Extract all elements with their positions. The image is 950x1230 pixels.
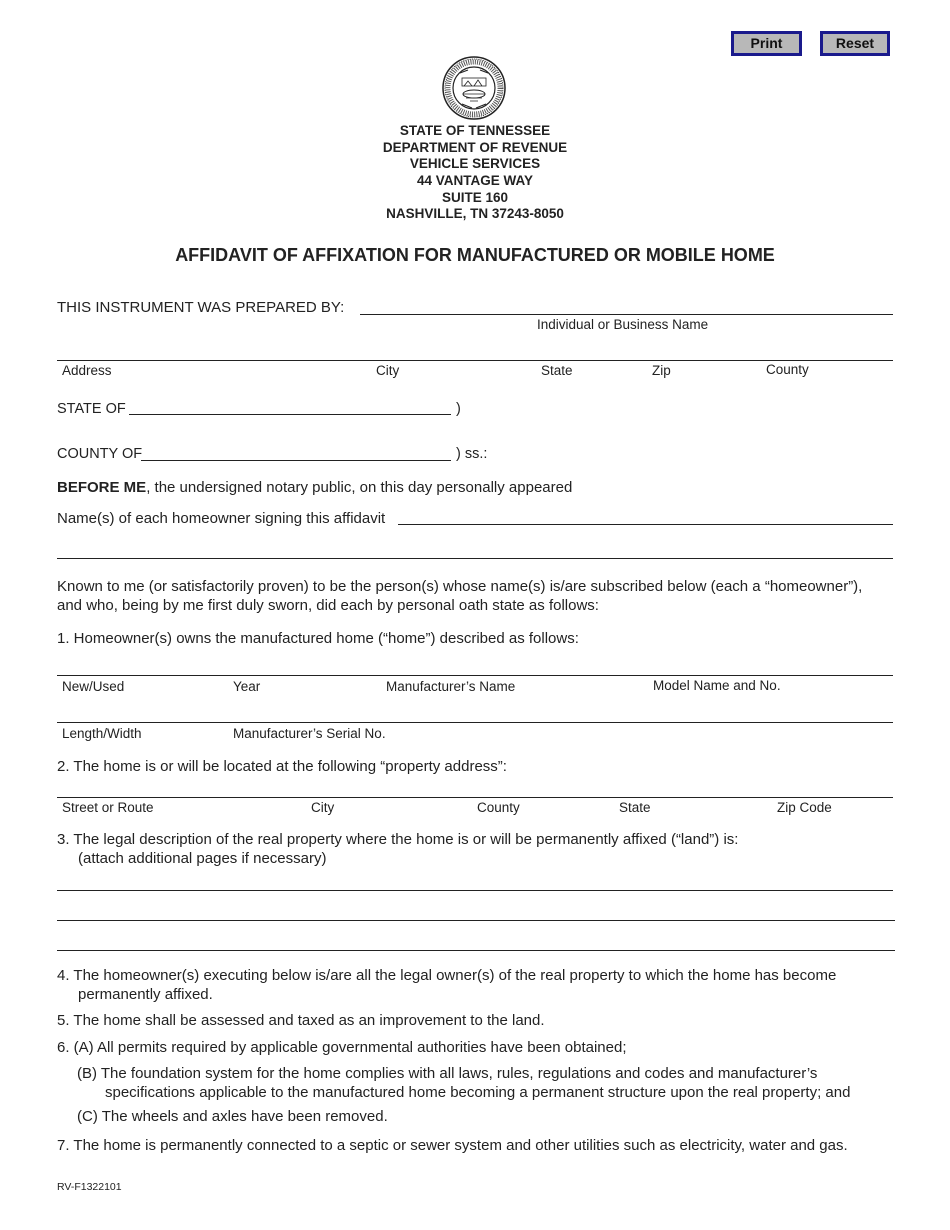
model-caption: Model Name and No. — [653, 678, 781, 693]
homeowner-names-label: Name(s) of each homeowner signing this affidavit — [57, 510, 386, 527]
legal-description-field-2[interactable] — [57, 920, 895, 921]
agency-line: VEHICLE SERVICES — [409, 156, 541, 172]
before-me-text — [57, 479, 572, 496]
state-caption: State — [541, 363, 573, 378]
homeowner-names-field[interactable] — [398, 524, 893, 525]
street-caption: Street or Route — [62, 800, 154, 815]
state-of-field[interactable] — [129, 414, 451, 415]
item-4-line: permanently affixed. — [78, 986, 213, 1003]
item-6b-text — [77, 1064, 850, 1102]
zip-caption: Zip — [652, 363, 671, 378]
home-serial-field[interactable] — [57, 722, 893, 723]
state-of-label: STATE OF — [57, 401, 126, 417]
state-seal-icon — [442, 56, 506, 120]
item-6c-text: (C) The wheels and axles have been removed. — [77, 1108, 388, 1125]
item-1-text: 1. Homeowner(s) owns the manufactured home (“home”) described as follows: — [57, 630, 579, 647]
item-3-line: 3. The legal description of the real property where the home is or will be permanently affixed (“land”) is: — [57, 831, 739, 848]
state-caption-2: State — [619, 800, 651, 815]
form-title: AFFIDAVIT OF AFFIXATION FOR MANUFACTURED OR MOBILE HOME — [175, 245, 775, 265]
agency-address — [0, 123, 950, 223]
before-me-bold: BEFORE ME — [57, 479, 147, 496]
agency-line: SUITE 160 — [441, 189, 509, 205]
known-text-line: and who, being by me first duly sworn, did each by personal oath state as follows: — [57, 597, 599, 614]
county-caption-2: County — [477, 800, 520, 815]
county-of-paren: ) ss.: — [456, 446, 488, 462]
item-7-text: 7. The home is permanently connected to a septic or sewer system and other utilities such as electricity, water and gas. — [57, 1137, 848, 1154]
item-4-line: 4. The homeowner(s) executing below is/are all the legal owner(s) of the real property to which the home has become — [57, 967, 837, 984]
known-text — [57, 577, 862, 615]
property-address-field[interactable] — [57, 797, 893, 798]
item-3-line: (attach additional pages if necessary) — [78, 850, 327, 867]
manufacturer-caption: Manufacturer’s Name — [386, 679, 516, 694]
before-me-rest: , the undersigned notary public, on this day personally appeared — [146, 479, 573, 496]
item-6b-line: specifications applicable to the manufactured home becoming a permanent structure upon the real property; and — [105, 1084, 851, 1101]
item-2-text: 2. The home is or will be located at the following “property address”: — [57, 758, 507, 775]
agency-line: NASHVILLE, TN 37243-8050 — [386, 206, 564, 222]
year-caption: Year — [233, 679, 261, 694]
home-description-field[interactable] — [57, 675, 893, 676]
county-of-label: COUNTY OF — [57, 446, 143, 462]
county-caption: County — [766, 362, 809, 377]
legal-description-field-1[interactable] — [57, 890, 893, 891]
length-width-caption: Length/Width — [62, 726, 142, 741]
item-3-text — [57, 830, 738, 868]
agency-line: DEPARTMENT OF REVENUE — [382, 139, 568, 155]
agency-line: STATE OF TENNESSEE — [399, 123, 551, 138]
form-number: RV-F1322101 — [57, 1181, 122, 1193]
zip-code-caption: Zip Code — [777, 800, 832, 815]
city-caption-2: City — [311, 800, 335, 815]
known-text-line: Known to me (or satisfactorily proven) to be the person(s) whose name(s) is/are subscribed below (each a “homeowner”), — [57, 578, 863, 595]
prepared-by-label: THIS INSTRUMENT WAS PREPARED BY: — [57, 299, 345, 316]
item-5-text: 5. The home shall be assessed and taxed as an improvement to the land. — [57, 1012, 545, 1029]
county-of-field[interactable] — [141, 460, 451, 461]
serial-caption: Manufacturer’s Serial No. — [233, 726, 386, 741]
prepared-by-name-field[interactable] — [360, 314, 893, 315]
new-used-caption: New/Used — [62, 679, 125, 694]
homeowner-names-field-2[interactable] — [57, 558, 893, 559]
item-6b-line: (B) The foundation system for the home complies with all laws, rules, regulations and codes and manufacturer’s — [77, 1065, 818, 1082]
prepared-by-address-field[interactable] — [57, 360, 893, 361]
item-4-text — [57, 966, 836, 1004]
legal-description-field-3[interactable] — [57, 950, 895, 951]
item-6a-text: 6. (A) All permits required by applicable governmental authorities have been obtained; — [57, 1039, 627, 1056]
address-caption: Address — [62, 363, 112, 378]
state-of-paren: ) — [456, 401, 461, 417]
name-caption: Individual or Business Name — [537, 317, 709, 332]
print-button[interactable]: Print — [731, 31, 802, 56]
city-caption: City — [376, 363, 400, 378]
agency-line: 44 VANTAGE WAY — [416, 173, 534, 189]
reset-button[interactable]: Reset — [820, 31, 890, 56]
